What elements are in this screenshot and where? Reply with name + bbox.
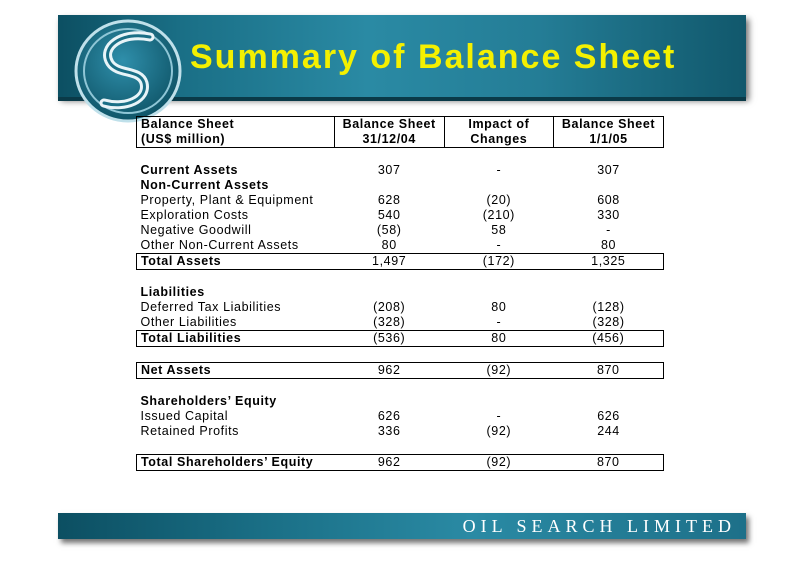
row-label: Other Liabilities bbox=[140, 315, 237, 329]
table-row bbox=[137, 315, 664, 331]
cell-value: (328) bbox=[592, 315, 625, 329]
cell-value: 80 bbox=[491, 300, 507, 314]
header-cell: Balance Sheet bbox=[137, 117, 335, 133]
cell-value: 1,325 bbox=[554, 254, 664, 270]
table-header-row bbox=[137, 132, 664, 148]
cell-value: 608 bbox=[597, 193, 620, 207]
footer-band bbox=[58, 513, 746, 539]
table-row bbox=[137, 193, 664, 208]
header-cell: (US$ million) bbox=[137, 132, 335, 148]
cell-value: - bbox=[496, 315, 502, 329]
cell-value: 80 bbox=[381, 238, 397, 252]
cell-value: 80 bbox=[600, 238, 617, 252]
cell-value: (208) bbox=[373, 300, 406, 314]
total-row bbox=[137, 455, 664, 471]
row-label: Current Assets bbox=[140, 163, 239, 177]
section-heading: Non-Current Assets bbox=[140, 178, 269, 192]
section-heading: Shareholders’ Equity bbox=[140, 394, 277, 408]
table-row bbox=[137, 300, 664, 315]
row-label: Negative Goodwill bbox=[140, 223, 252, 237]
total-row bbox=[137, 254, 664, 270]
row-label: Total Shareholders’ Equity bbox=[137, 455, 335, 471]
cell-value: (20) bbox=[486, 193, 512, 207]
row-label: Net Assets bbox=[137, 363, 335, 379]
cell-value: - bbox=[496, 163, 502, 177]
cell-value: - bbox=[496, 409, 502, 423]
header-cell: 31/12/04 bbox=[334, 132, 444, 148]
cell-value: - bbox=[496, 238, 502, 252]
header-cell: Balance Sheet bbox=[554, 117, 664, 133]
cell-value: 336 bbox=[377, 424, 401, 438]
cell-value: - bbox=[606, 223, 611, 237]
row-label: Deferred Tax Liabilities bbox=[140, 300, 282, 314]
cell-value: (58) bbox=[376, 223, 402, 237]
cell-value: 628 bbox=[377, 193, 401, 207]
cell-value: 58 bbox=[491, 223, 507, 237]
table-header-row bbox=[137, 117, 664, 133]
row-label: Exploration Costs bbox=[140, 208, 249, 222]
row-label: Total Assets bbox=[137, 254, 335, 270]
cell-value: 1,497 bbox=[334, 254, 444, 270]
row-label: Property, Plant & Equipment bbox=[140, 193, 314, 207]
cell-value: (210) bbox=[482, 208, 515, 222]
total-row bbox=[137, 363, 664, 379]
row-label: Issued Capital bbox=[140, 409, 229, 423]
header-cell: 1/1/05 bbox=[554, 132, 664, 148]
table-row bbox=[137, 285, 664, 300]
row-label: Retained Profits bbox=[140, 424, 240, 438]
table-row bbox=[137, 424, 664, 439]
table-row bbox=[137, 208, 664, 223]
cell-value: (172) bbox=[444, 254, 553, 270]
page-title: Summary of Balance Sheet bbox=[190, 38, 677, 76]
cell-value: (92) bbox=[486, 424, 512, 438]
table-row bbox=[137, 238, 664, 254]
cell-value: 540 bbox=[377, 208, 401, 222]
table-row bbox=[137, 178, 664, 193]
cell-value: 244 bbox=[597, 424, 620, 438]
section-heading: Liabilities bbox=[140, 285, 205, 299]
table-row bbox=[137, 223, 664, 238]
cell-value: 80 bbox=[444, 331, 553, 347]
cell-value: 870 bbox=[554, 455, 664, 471]
cell-value: 307 bbox=[377, 163, 401, 177]
header-cell: Changes bbox=[444, 132, 553, 148]
balance-sheet-table bbox=[136, 116, 664, 471]
row-label: Total Liabilities bbox=[137, 331, 335, 347]
total-row bbox=[137, 331, 664, 347]
cell-value: 962 bbox=[334, 455, 444, 471]
cell-value: 962 bbox=[334, 363, 444, 379]
cell-value: 626 bbox=[597, 409, 620, 423]
cell-value: 870 bbox=[554, 363, 664, 379]
company-logo-icon bbox=[70, 17, 186, 125]
header-cell: Balance Sheet bbox=[334, 117, 444, 133]
row-label: Other Non-Current Assets bbox=[140, 238, 299, 252]
table-row bbox=[137, 394, 664, 409]
company-name: OIL SEARCH LIMITED bbox=[462, 516, 736, 536]
cell-value: (92) bbox=[444, 455, 553, 471]
cell-value: (536) bbox=[334, 331, 444, 347]
cell-value: 626 bbox=[377, 409, 401, 423]
cell-value: (456) bbox=[554, 331, 664, 347]
cell-value: 330 bbox=[597, 208, 620, 222]
cell-value: 307 bbox=[597, 163, 620, 177]
header-cell: Impact of bbox=[444, 117, 553, 133]
table-row bbox=[137, 163, 664, 178]
cell-value: (92) bbox=[444, 363, 553, 379]
cell-value: (128) bbox=[592, 300, 625, 314]
table-row bbox=[137, 409, 664, 424]
cell-value: (328) bbox=[373, 315, 406, 329]
